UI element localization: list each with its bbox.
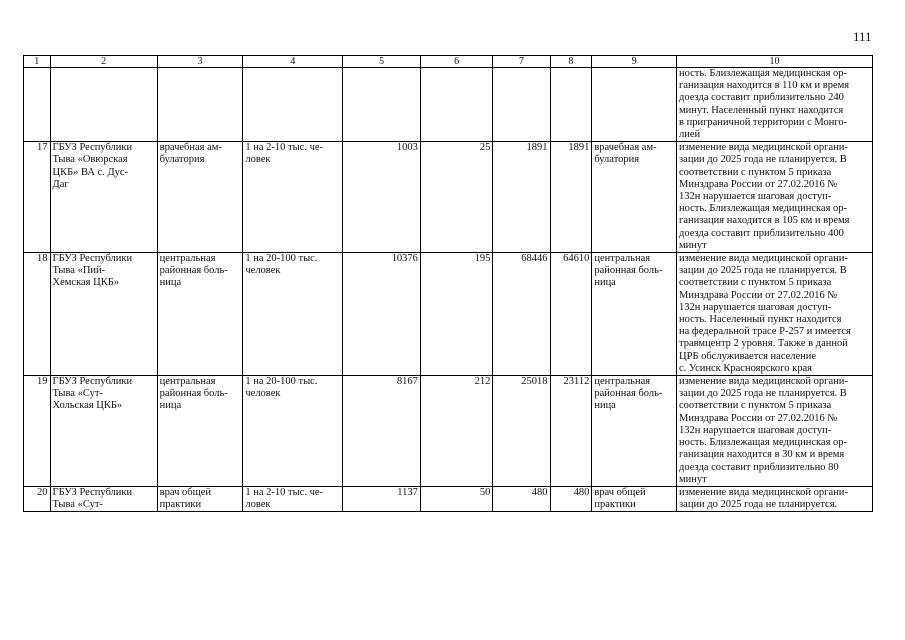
row-number-cell: 18	[24, 253, 51, 376]
planned-type-cell	[592, 253, 677, 376]
cell-text-line: зации до 2025 года не планируется. В	[679, 265, 847, 277]
population-norm-cell	[243, 253, 343, 376]
column-header: 4	[243, 56, 343, 68]
column-header: 5	[343, 56, 421, 68]
cell-text-line: булатория	[594, 154, 640, 166]
column-header: 8	[550, 56, 592, 68]
value-cell-8	[550, 68, 592, 142]
cell-text-line: Тыва «Сут-	[52, 499, 103, 511]
value-cell-6: 195	[420, 253, 492, 376]
population-norm-cell	[243, 376, 343, 487]
value-cell-5: 1003	[343, 142, 421, 253]
row-number-cell	[24, 68, 51, 142]
cell-text-line: доезда составит приблизительно 400	[679, 227, 844, 239]
table-row	[24, 68, 873, 142]
table-row	[24, 253, 873, 376]
cell-text-line: ГБУЗ Республики	[52, 142, 133, 154]
value-cell-8: 1891	[550, 142, 592, 253]
organization-name-cell	[50, 253, 157, 376]
cell-text-line: в приграничной территории с Монго-	[679, 116, 848, 128]
cell-text-line: зации до 2025 года не планируется. В	[679, 388, 847, 400]
value-cell-7	[493, 68, 550, 142]
cell-text-line: соответствии с пунктом 5 приказа	[679, 166, 832, 178]
cell-text-line: ГБУЗ Республики	[52, 253, 133, 265]
organization-type-cell	[157, 486, 243, 511]
organization-type-cell	[157, 142, 243, 253]
cell-text-line: булатория	[159, 154, 205, 166]
cell-text-line: Минздрава России от 27.02.2016 №	[679, 412, 838, 424]
column-header: 7	[493, 56, 550, 68]
population-norm-cell	[243, 486, 343, 511]
column-header: 9	[592, 56, 677, 68]
value-cell-5	[343, 68, 421, 142]
cell-text-line: ность. Близлежащая медицинская ор-	[679, 203, 848, 215]
cell-text-line: травмцентр 2 уровня. Также в данной	[679, 338, 848, 350]
cell-text-line: районная боль-	[594, 388, 663, 400]
cell-text-line: соответствии с пунктом 5 приказа	[679, 400, 832, 412]
cell-text-line: практики	[594, 499, 636, 511]
cell-text-line: ница	[594, 400, 616, 412]
value-cell-8: 480	[550, 486, 592, 511]
planned-type-cell	[592, 486, 677, 511]
value-cell-7: 480	[493, 486, 550, 511]
planned-type-cell	[592, 376, 677, 487]
cell-text-line: врач общей	[159, 486, 211, 498]
table-row	[24, 486, 873, 511]
cell-text-line: центральная	[594, 376, 651, 388]
value-cell-8: 64610	[550, 253, 592, 376]
comment-cell	[677, 68, 873, 142]
cell-text-line: районная боль-	[159, 265, 228, 277]
cell-text-line: районная боль-	[594, 265, 663, 277]
cell-text-line: на федеральной трасе Р-257 и имеется	[679, 326, 851, 338]
cell-text-line: ность. Населенный пункт находится	[679, 314, 842, 326]
cell-text-line: зации до 2025 года не планируется.	[679, 499, 838, 511]
cell-text-line: изменение вида медицинской органи-	[679, 253, 848, 265]
value-cell-6: 212	[420, 376, 492, 487]
value-cell-7: 68446	[493, 253, 550, 376]
population-norm-cell	[243, 142, 343, 253]
organization-type-cell	[157, 68, 243, 142]
value-cell-8: 23112	[550, 376, 592, 487]
column-header: 6	[420, 56, 492, 68]
cell-text-line: доезда составит приблизительно 240	[679, 92, 844, 104]
value-cell-7: 25018	[493, 376, 550, 487]
planned-type-cell	[592, 68, 677, 142]
cell-text-line: центральная	[159, 376, 216, 388]
value-cell-6: 25	[420, 142, 492, 253]
cell-text-line: Хольская ЦКБ»	[52, 400, 123, 412]
comment-cell	[677, 376, 873, 487]
cell-text-line: человек	[245, 265, 281, 277]
cell-text-line: практики	[159, 499, 202, 511]
cell-text-line: 1 на 2-10 тыс. че-	[245, 486, 324, 498]
organization-type-cell	[157, 253, 243, 376]
column-header: 10	[677, 56, 873, 68]
cell-text-line: врачебная ам-	[159, 142, 222, 154]
value-cell-5: 10376	[343, 253, 421, 376]
cell-text-line: ность. Близлежащая медицинская ор-	[679, 68, 848, 79]
cell-text-line: 1 на 20-100 тыс.	[245, 376, 318, 388]
comment-cell	[677, 142, 873, 253]
medical-organizations-table	[23, 55, 873, 512]
cell-text-line: врачебная ам-	[594, 142, 657, 154]
value-cell-7: 1891	[493, 142, 550, 253]
value-cell-6: 50	[420, 486, 492, 511]
cell-text-line: 132н нарушается шаговая доступ-	[679, 424, 832, 436]
cell-text-line: центральная	[159, 253, 216, 265]
row-number-cell: 20	[24, 486, 51, 511]
cell-text-line: доезда составит приблизительно 80	[679, 461, 839, 473]
cell-text-line: Даг	[52, 178, 69, 190]
cell-text-line: Тыва «Сут-	[52, 388, 103, 400]
cell-text-line: с. Усинск Красноярского края	[679, 362, 812, 374]
cell-text-line: ГБУЗ Республики	[52, 376, 133, 388]
column-header: 1	[24, 56, 51, 68]
comment-cell	[677, 253, 873, 376]
column-number-row	[24, 56, 873, 68]
organization-name-cell	[50, 142, 157, 253]
cell-text-line: изменение вида медицинской органи-	[679, 376, 848, 388]
planned-type-cell	[592, 142, 677, 253]
cell-text-line: минут. Населенный пункт находится	[679, 104, 844, 116]
value-cell-6	[420, 68, 492, 142]
comment-cell	[677, 486, 873, 511]
cell-text-line: ЦРБ обслуживается население	[679, 350, 817, 362]
value-cell-5: 1137	[343, 486, 421, 511]
row-number-cell: 19	[24, 376, 51, 487]
organization-type-cell	[157, 376, 243, 487]
cell-text-line: ганизация находится в 30 км и время	[679, 449, 845, 461]
cell-text-line: ловек	[245, 499, 271, 511]
cell-text-line: ловек	[245, 154, 271, 166]
table-row	[24, 142, 873, 253]
cell-text-line: ность. Близлежащая медицинская ор-	[679, 437, 848, 449]
cell-text-line: ганизация находится в 110 км и время	[679, 80, 850, 92]
cell-text-line: Тыва «Овюрская	[52, 154, 128, 166]
cell-text-line: врач общей	[594, 486, 646, 498]
table-body	[24, 56, 873, 512]
cell-text-line: центральная	[594, 253, 651, 265]
cell-text-line: ница	[159, 277, 182, 289]
cell-text-line: 1 на 20-100 тыс.	[245, 253, 318, 265]
cell-text-line: Минздрава России от 27.02.2016 №	[679, 178, 838, 190]
cell-text-line: Хемская ЦКБ»	[52, 277, 120, 289]
cell-text-line: соответствии с пунктом 5 приказа	[679, 277, 832, 289]
column-header: 2	[50, 56, 157, 68]
organization-name-cell	[50, 486, 157, 511]
cell-text-line: изменение вида медицинской органи-	[679, 142, 848, 154]
cell-text-line: 1 на 2-10 тыс. че-	[245, 142, 324, 154]
cell-text-line: ганизация находится в 105 км и время	[679, 215, 850, 227]
cell-text-line: человек	[245, 388, 281, 400]
cell-text-line: 132н нарушается шаговая доступ-	[679, 191, 832, 203]
cell-text-line: Тыва «Пий-	[52, 265, 106, 277]
table-row	[24, 376, 873, 487]
cell-text-line: ЦКБ» ВА с. Дус-	[52, 166, 129, 178]
cell-text-line: лией	[679, 129, 701, 141]
organization-name-cell	[50, 68, 157, 142]
cell-text-line: минут	[679, 239, 707, 251]
cell-text-line: изменение вида медицинской органи-	[679, 486, 848, 498]
population-norm-cell	[243, 68, 343, 142]
row-number-cell: 17	[24, 142, 51, 253]
cell-text-line: ница	[159, 400, 182, 412]
cell-text-line: ница	[594, 277, 616, 289]
cell-text-line: районная боль-	[159, 388, 228, 400]
column-header: 3	[157, 56, 243, 68]
cell-text-line: 132н нарушается шаговая доступ-	[679, 301, 832, 313]
cell-text-line: ГБУЗ Республики	[52, 486, 133, 498]
page-number: 111	[853, 29, 872, 44]
cell-text-line: Минздрава России от 27.02.2016 №	[679, 289, 838, 301]
organization-name-cell	[50, 376, 157, 487]
cell-text-line: зации до 2025 года не планируется. В	[679, 154, 847, 166]
cell-text-line: минут	[679, 473, 707, 485]
value-cell-5: 8167	[343, 376, 421, 487]
